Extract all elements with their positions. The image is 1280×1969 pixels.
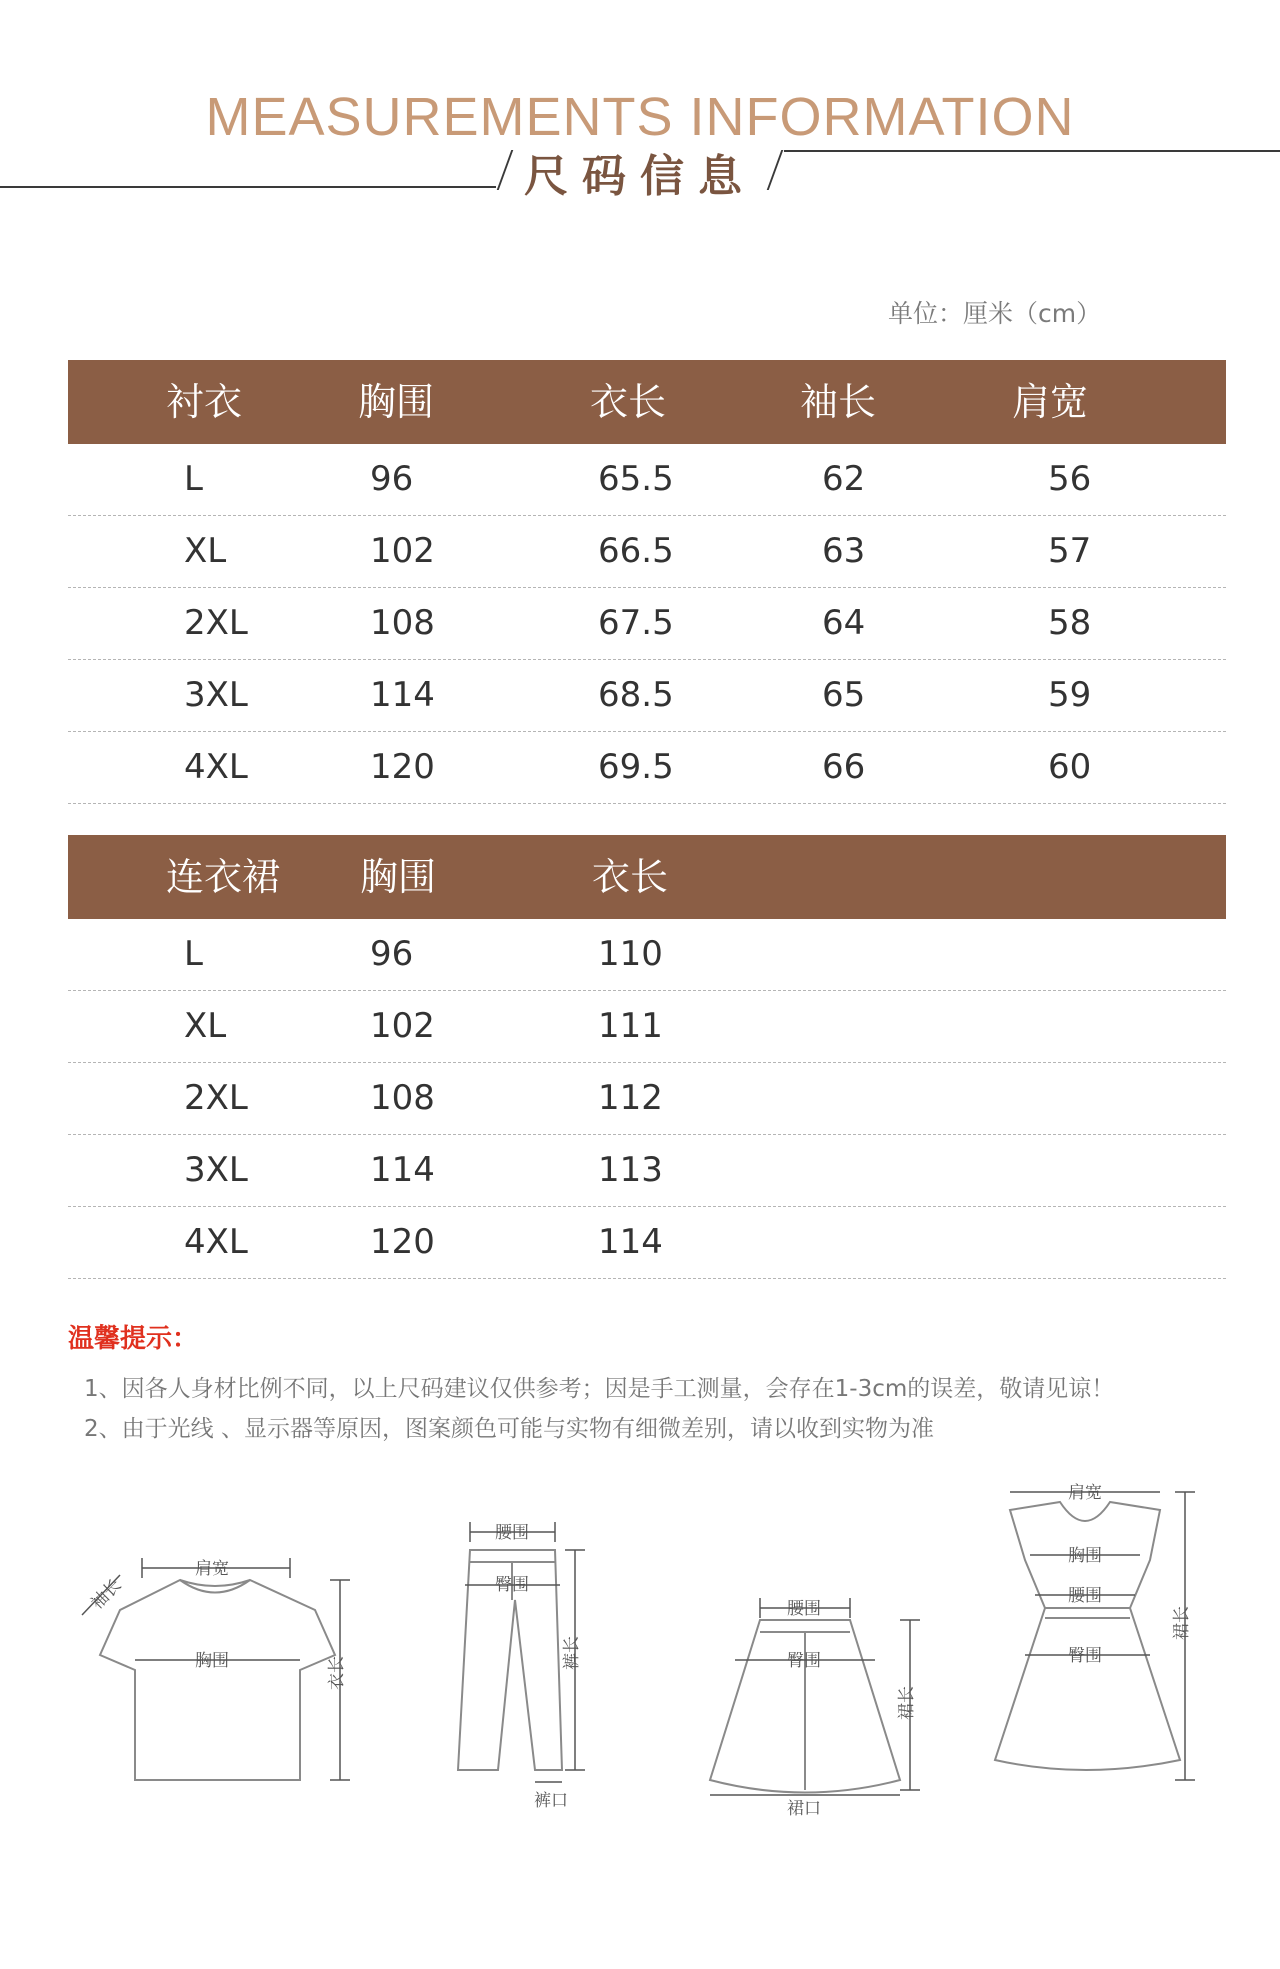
table-cell: 4XL <box>184 1222 248 1262</box>
header-cell: 连衣裙 <box>166 855 281 899</box>
table-cell: 2XL <box>184 603 248 643</box>
dress-length-label: 裙长 <box>1172 1606 1192 1640</box>
table-cell: 108 <box>370 603 435 643</box>
dress-waist-label: 腰围 <box>1068 1586 1102 1606</box>
table-cell: L <box>184 459 203 499</box>
header-cell: 袖长 <box>800 380 877 424</box>
dress-shoulder-label: 肩宽 <box>1068 1483 1102 1503</box>
table-cell: 108 <box>370 1078 435 1118</box>
table-row <box>68 1207 1226 1279</box>
table-cell: 114 <box>598 1222 663 1262</box>
pants-length-label: 裤长 <box>562 1636 582 1670</box>
header-cell: 胸围 <box>360 855 437 899</box>
table-cell: 120 <box>370 1222 435 1262</box>
table-row <box>68 516 1226 588</box>
dress-hip-label: 臀围 <box>1068 1646 1102 1666</box>
header-cell: 衣长 <box>592 855 669 899</box>
table-cell: 69.5 <box>598 747 674 787</box>
table-row <box>68 732 1226 804</box>
pants-hip-label: 臀围 <box>495 1575 529 1595</box>
title-en: MEASUREMENTS INFORMATION <box>205 87 1075 147</box>
dress-table-header <box>68 835 1226 919</box>
header-cell: 衬衣 <box>166 380 243 424</box>
header-cell: 肩宽 <box>1012 380 1089 424</box>
table-cell: 3XL <box>184 1150 248 1190</box>
shirt-size-table <box>68 360 1226 804</box>
header-cell: 胸围 <box>358 380 435 424</box>
tip-item: 1、因各人身材比例不同，以上尺码建议仅供参考；因是手工测量，会存在1-3cm的误差，敬请见谅！ <box>84 1376 1115 1402</box>
table-row <box>68 660 1226 732</box>
table-cell: 4XL <box>184 747 248 787</box>
tshirt-length-label: 衣长 <box>327 1656 347 1690</box>
skirt-diagram <box>690 1590 930 1820</box>
table-cell: 102 <box>370 1006 435 1046</box>
table-cell: 66.5 <box>598 531 674 571</box>
table-cell: L <box>184 934 203 974</box>
table-cell: 2XL <box>184 1078 248 1118</box>
table-cell: 113 <box>598 1150 663 1190</box>
tshirt-diagram <box>80 1530 370 1800</box>
table-row <box>68 1135 1226 1207</box>
table-cell: 65.5 <box>598 459 674 499</box>
dress-size-table <box>68 835 1226 1279</box>
table-cell: 114 <box>370 1150 435 1190</box>
table-cell: 120 <box>370 747 435 787</box>
tshirt-shoulder-label: 肩宽 <box>195 1559 229 1579</box>
table-cell: XL <box>184 1006 227 1046</box>
skirt-hem-label: 裙口 <box>787 1799 821 1819</box>
tips-title: 温馨提示： <box>68 1324 199 1354</box>
table-cell: 96 <box>370 459 414 499</box>
skirt-length-label: 裙长 <box>897 1686 917 1720</box>
table-cell: XL <box>184 531 227 571</box>
table-cell: 67.5 <box>598 603 674 643</box>
table-cell: 57 <box>1048 531 1092 571</box>
table-cell: 66 <box>822 747 866 787</box>
table-cell: 58 <box>1048 603 1092 643</box>
table-cell: 102 <box>370 531 435 571</box>
table-cell: 60 <box>1048 747 1092 787</box>
table-cell: 65 <box>822 675 866 715</box>
pants-diagram <box>440 1510 600 1820</box>
table-cell: 110 <box>598 934 663 974</box>
pants-waist-label: 腰围 <box>495 1523 529 1543</box>
table-cell: 112 <box>598 1078 663 1118</box>
decor-line-right <box>784 150 1280 152</box>
dress-diagram <box>990 1480 1200 1790</box>
table-row <box>68 588 1226 660</box>
decor-slash-right <box>767 150 784 190</box>
dress-chest-label: 胸围 <box>1068 1546 1102 1566</box>
tshirt-chest-label: 胸围 <box>195 1651 229 1671</box>
table-row <box>68 919 1226 991</box>
tshirt-sleeve-label: 袖长 <box>87 1575 126 1614</box>
table-cell: 64 <box>822 603 866 643</box>
table-cell: 96 <box>370 934 414 974</box>
skirt-hip-label: 臀围 <box>787 1651 821 1671</box>
skirt-waist-label: 腰围 <box>787 1599 821 1619</box>
table-row <box>68 444 1226 516</box>
unit-label: 单位：厘米（cm） <box>888 299 1102 328</box>
table-cell: 111 <box>598 1006 663 1046</box>
header-cell: 衣长 <box>590 380 667 424</box>
table-row <box>68 991 1226 1063</box>
table-cell: 59 <box>1048 675 1092 715</box>
table-cell: 62 <box>822 459 866 499</box>
pants-hem-label: 裤口 <box>534 1791 568 1811</box>
title-cn: 尺码信息 <box>524 151 756 202</box>
table-cell: 68.5 <box>598 675 674 715</box>
table-cell: 3XL <box>184 675 248 715</box>
shirt-table-header <box>68 360 1226 444</box>
table-cell: 56 <box>1048 459 1092 499</box>
decor-line-left <box>0 186 496 188</box>
tip-item: 2、由于光线 、显示器等原因，图案颜色可能与实物有细微差别，请以收到实物为准 <box>84 1416 934 1442</box>
decor-slash-left <box>497 150 514 190</box>
table-cell: 114 <box>370 675 435 715</box>
table-row <box>68 1063 1226 1135</box>
table-cell: 63 <box>822 531 866 571</box>
